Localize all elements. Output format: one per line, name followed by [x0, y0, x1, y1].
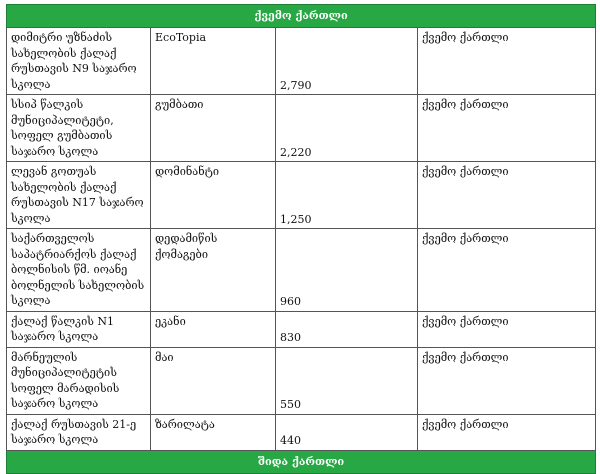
region-cell: ქვემო ქართლი — [418, 414, 596, 450]
region-cell: ქვემო ქართლი — [418, 28, 596, 95]
team-name-cell: დედამიწის ქომაგები — [151, 229, 276, 312]
region-cell: ქვემო ქართლი — [418, 311, 596, 347]
table-row — [7, 229, 596, 312]
score-cell: 550 — [276, 347, 418, 414]
region-cell: ქვემო ქართლი — [418, 162, 596, 229]
region-cell: ქვემო ქართლი — [418, 347, 596, 414]
region-header-shida-kartli: შიდა ქართლი — [7, 450, 596, 473]
score-cell: 1,250 — [276, 162, 418, 229]
school-name-cell: ქალაქ რუსთავის 21-ე საჯარო სკოლა — [7, 414, 151, 450]
team-name-cell: ზარილატა — [151, 414, 276, 450]
team-name-cell: დომინანტი — [151, 162, 276, 229]
region-header-row — [7, 450, 596, 473]
region-header-row — [7, 5, 596, 28]
table-row — [7, 28, 596, 95]
table-row — [7, 95, 596, 162]
team-name-cell: ეკანი — [151, 311, 276, 347]
score-cell: 960 — [276, 229, 418, 312]
score-cell: 2,220 — [276, 95, 418, 162]
school-name-cell: ლევან გოთუას სახელობის ქალაქ რუსთავის N17 საჯარო სკოლა — [7, 162, 151, 229]
school-name-cell: ქალაქ წალკის N1 საჯარო სკოლა — [7, 311, 151, 347]
score-cell: 2,790 — [276, 28, 418, 95]
region-cell: ქვემო ქართლი — [418, 229, 596, 312]
team-name-cell: მაი — [151, 347, 276, 414]
team-name-cell: EcoTopia — [151, 28, 276, 95]
table-row — [7, 414, 596, 450]
team-name-cell: გუმბათი — [151, 95, 276, 162]
table-row — [7, 311, 596, 347]
table-row — [7, 162, 596, 229]
school-name-cell: დიმიტრი უზნაძის სახელობის ქალაქ რუსთავის N9 საჯარო სკოლა — [7, 28, 151, 95]
table-row — [7, 347, 596, 414]
score-cell: 440 — [276, 414, 418, 450]
school-name-cell: საქართველოს საპატრიარქოს ქალაქ ბოლნისის წმ. იოანე ბოლნელის სახელობის სკოლა — [7, 229, 151, 312]
school-name-cell: მარნეულის მუნიციპალიტეტის სოფელ მარადისის საჯარო სკოლა — [7, 347, 151, 414]
score-cell: 830 — [276, 311, 418, 347]
region-header-kvemo-kartli: ქვემო ქართლი — [7, 5, 596, 28]
results-table-container — [6, 4, 595, 474]
school-name-cell: სსიპ წალკის მუნიციპალიტეტი, სოფელ გუმბათის საჯარო სკოლა — [7, 95, 151, 162]
region-cell: ქვემო ქართლი — [418, 95, 596, 162]
results-table — [6, 4, 596, 474]
